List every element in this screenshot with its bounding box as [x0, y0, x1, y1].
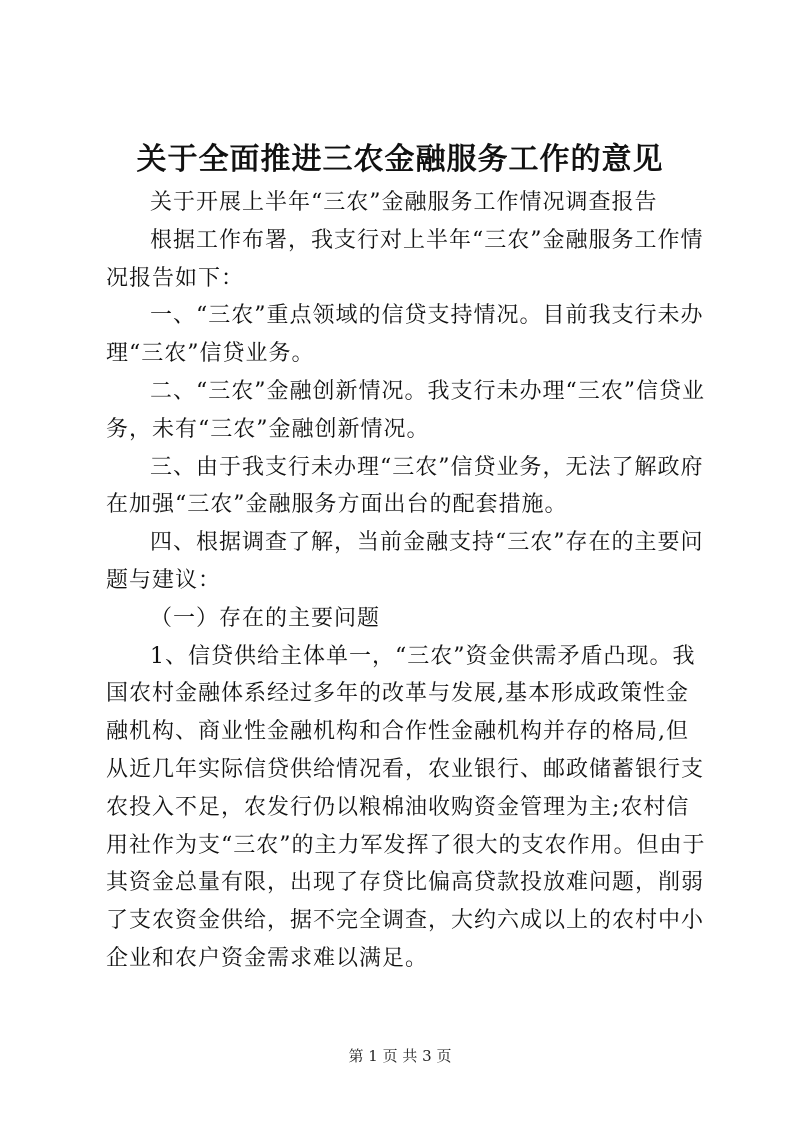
paragraph-problem-1: 1、信贷供给主体单一，“三农”资金供需矛盾凸现。我国农村金融体系经过多年的改革与发展,基本形成政策性金融机构、商业性金融机构和合作性金融机构并存的格局,但从近几年实际信贷供给情况看，农业银行、邮政储蓄银行支农投入不足，农发行仍以粮棉油收购资金管理为主;农村信用社作为支“三农”的主力军发挥了很大的支农作用。但由于其资金总量有限，出现了存贷比偏高贷款投放难问题，削弱了支农资金供给，据不完全调查，大约六成以上的农村中小企业和农户资金需求难以满足。 — [106, 643, 706, 971]
document-body — [106, 184, 706, 978]
paragraph-section-2: 二、“三农”金融创新情况。我支行未办理“三农”信贷业务，未有“三农”金融创新情况。 — [106, 378, 705, 442]
paragraph-section-1: 一、“三农”重点领域的信贷支持情况。目前我支行未办理“三农”信贷业务。 — [106, 303, 704, 367]
document-title: 关于全面推进三农金融服务工作的意见 — [136, 142, 664, 177]
paragraph-intro: 根据工作布署，我支行对上半年“三农”金融服务工作情况报告如下： — [106, 227, 704, 291]
paragraph-section-4: 四、根据调查了解，当前金融支持“三农”存在的主要问题与建议： — [106, 530, 704, 593]
paragraph-section-3: 三、由于我支行未办理“三农”信贷业务，无法了解政府在加强“三农”金融服务方面出台的配套措施。 — [106, 454, 704, 518]
paragraph-subheading: （一）存在的主要问题 — [150, 605, 381, 631]
paragraph-report-title: 关于开展上半年“三农”金融服务工作情况调查报告 — [150, 190, 658, 215]
page-footer: 第 1 页 共 3 页 — [348, 1047, 452, 1065]
